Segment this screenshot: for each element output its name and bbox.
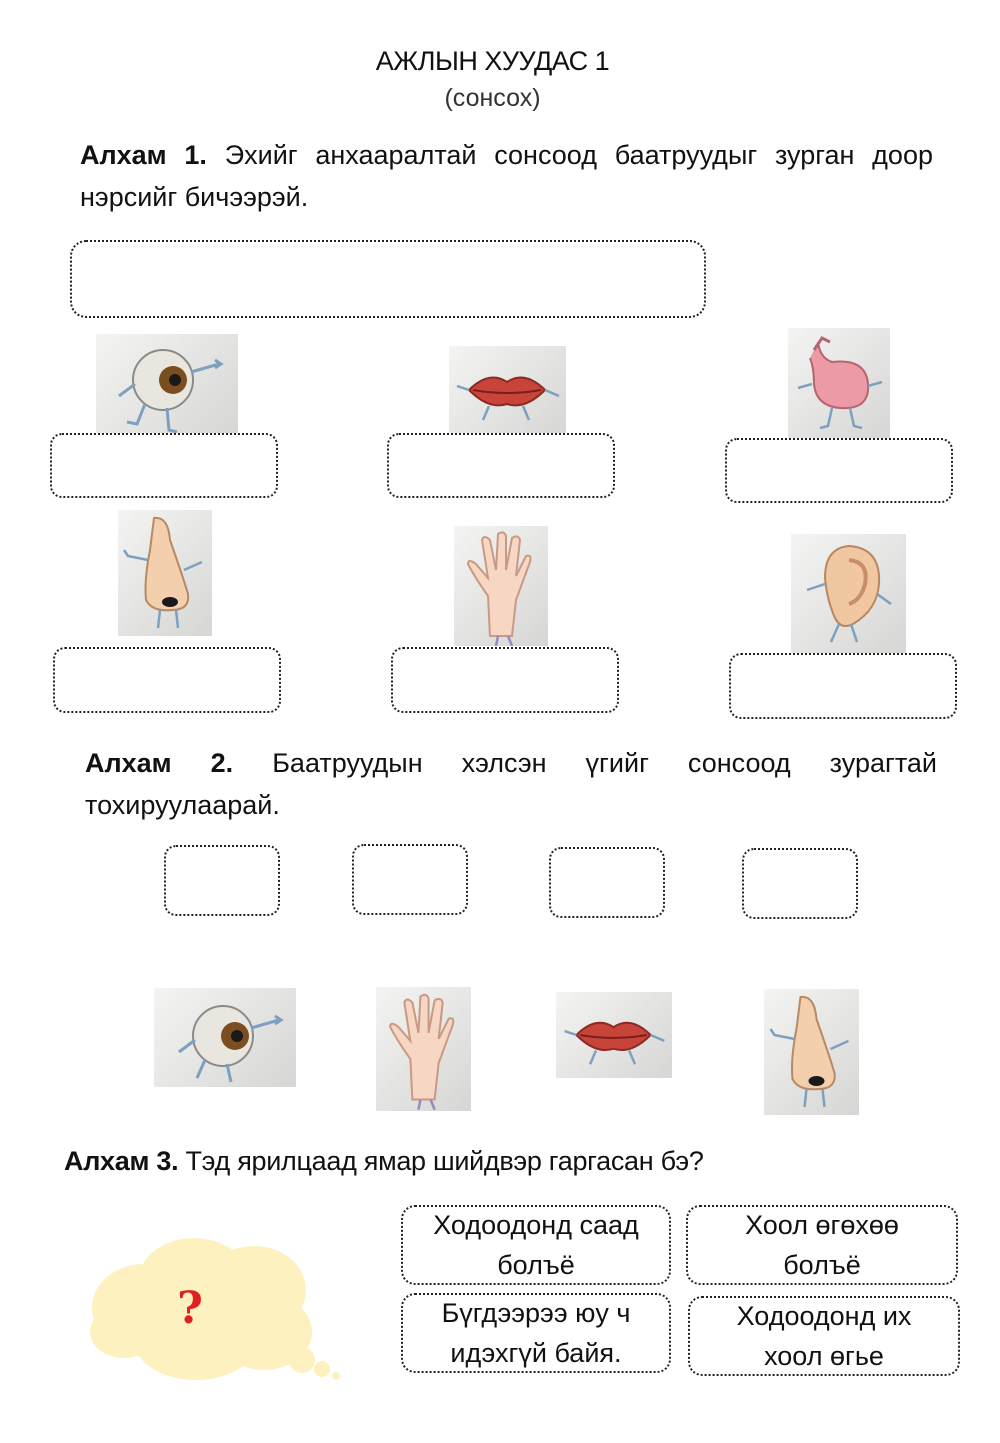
choice-3-line1: Бүгдээрээ юу ч [441, 1298, 631, 1328]
step3-instruction [64, 1140, 944, 1182]
choice-2-line2: болъё [783, 1250, 861, 1280]
eye-character-icon [154, 988, 296, 1087]
name-box-2[interactable] [387, 433, 615, 498]
step2-label: Алхам 2. [85, 748, 234, 778]
step1-label: Алхам 1. [80, 140, 207, 170]
step2-instruction [85, 742, 937, 826]
choice-option-2[interactable] [686, 1205, 958, 1285]
choice-option-4[interactable] [688, 1296, 960, 1376]
stomach-character-icon [788, 328, 890, 438]
choice-option-1[interactable] [401, 1205, 671, 1285]
match-box-2[interactable] [352, 844, 468, 915]
name-box-5[interactable] [391, 647, 619, 713]
page-title: АЖЛЫН ХУУДАС 1 [375, 46, 610, 76]
match-box-4[interactable] [742, 848, 858, 919]
name-bank-box[interactable] [70, 240, 706, 318]
match-box-1[interactable] [164, 845, 280, 916]
nose-character-icon [764, 989, 859, 1115]
name-box-1[interactable] [50, 433, 278, 498]
step3-text: Тэд ярилцаад ямар шийдвэр гаргасан бэ? [185, 1146, 704, 1176]
step3-label: Алхам 3. [64, 1146, 179, 1176]
choice-2-line1: Хоол өгөхөө [745, 1210, 899, 1240]
name-box-3[interactable] [725, 438, 953, 503]
name-box-6[interactable] [729, 653, 957, 719]
question-mark: ? [177, 1283, 203, 1334]
hand-character-icon [454, 526, 548, 646]
match-box-3[interactable] [549, 847, 665, 918]
ear-character-icon [791, 534, 906, 653]
step2-text: Баатруудын хэлсэн үгийг сонсоод зурагтай тохируулаарай. [85, 748, 937, 820]
choice-4-line1: Ходоодонд их [736, 1301, 912, 1331]
choice-4-line2: хоол өгье [764, 1341, 884, 1371]
eye-character-icon [96, 334, 238, 438]
choice-1-line1: Ходоодонд саад [433, 1210, 639, 1240]
lips-character-icon [556, 992, 672, 1078]
page-subtitle: (сонсох) [444, 84, 541, 112]
step1-text: Эхийг анхааралтай сонсоод баатруудыг зурган доор нэрсийг бичээрэй. [80, 140, 933, 212]
name-box-4[interactable] [53, 647, 281, 713]
choice-option-3[interactable] [401, 1293, 671, 1373]
hand-character-icon [376, 987, 471, 1111]
choice-1-line2: болъё [497, 1250, 575, 1280]
choice-3-line2: идэхгүй байя. [450, 1338, 622, 1368]
lips-character-icon [449, 346, 566, 434]
nose-character-icon [118, 510, 212, 636]
step1-instruction [80, 134, 933, 218]
